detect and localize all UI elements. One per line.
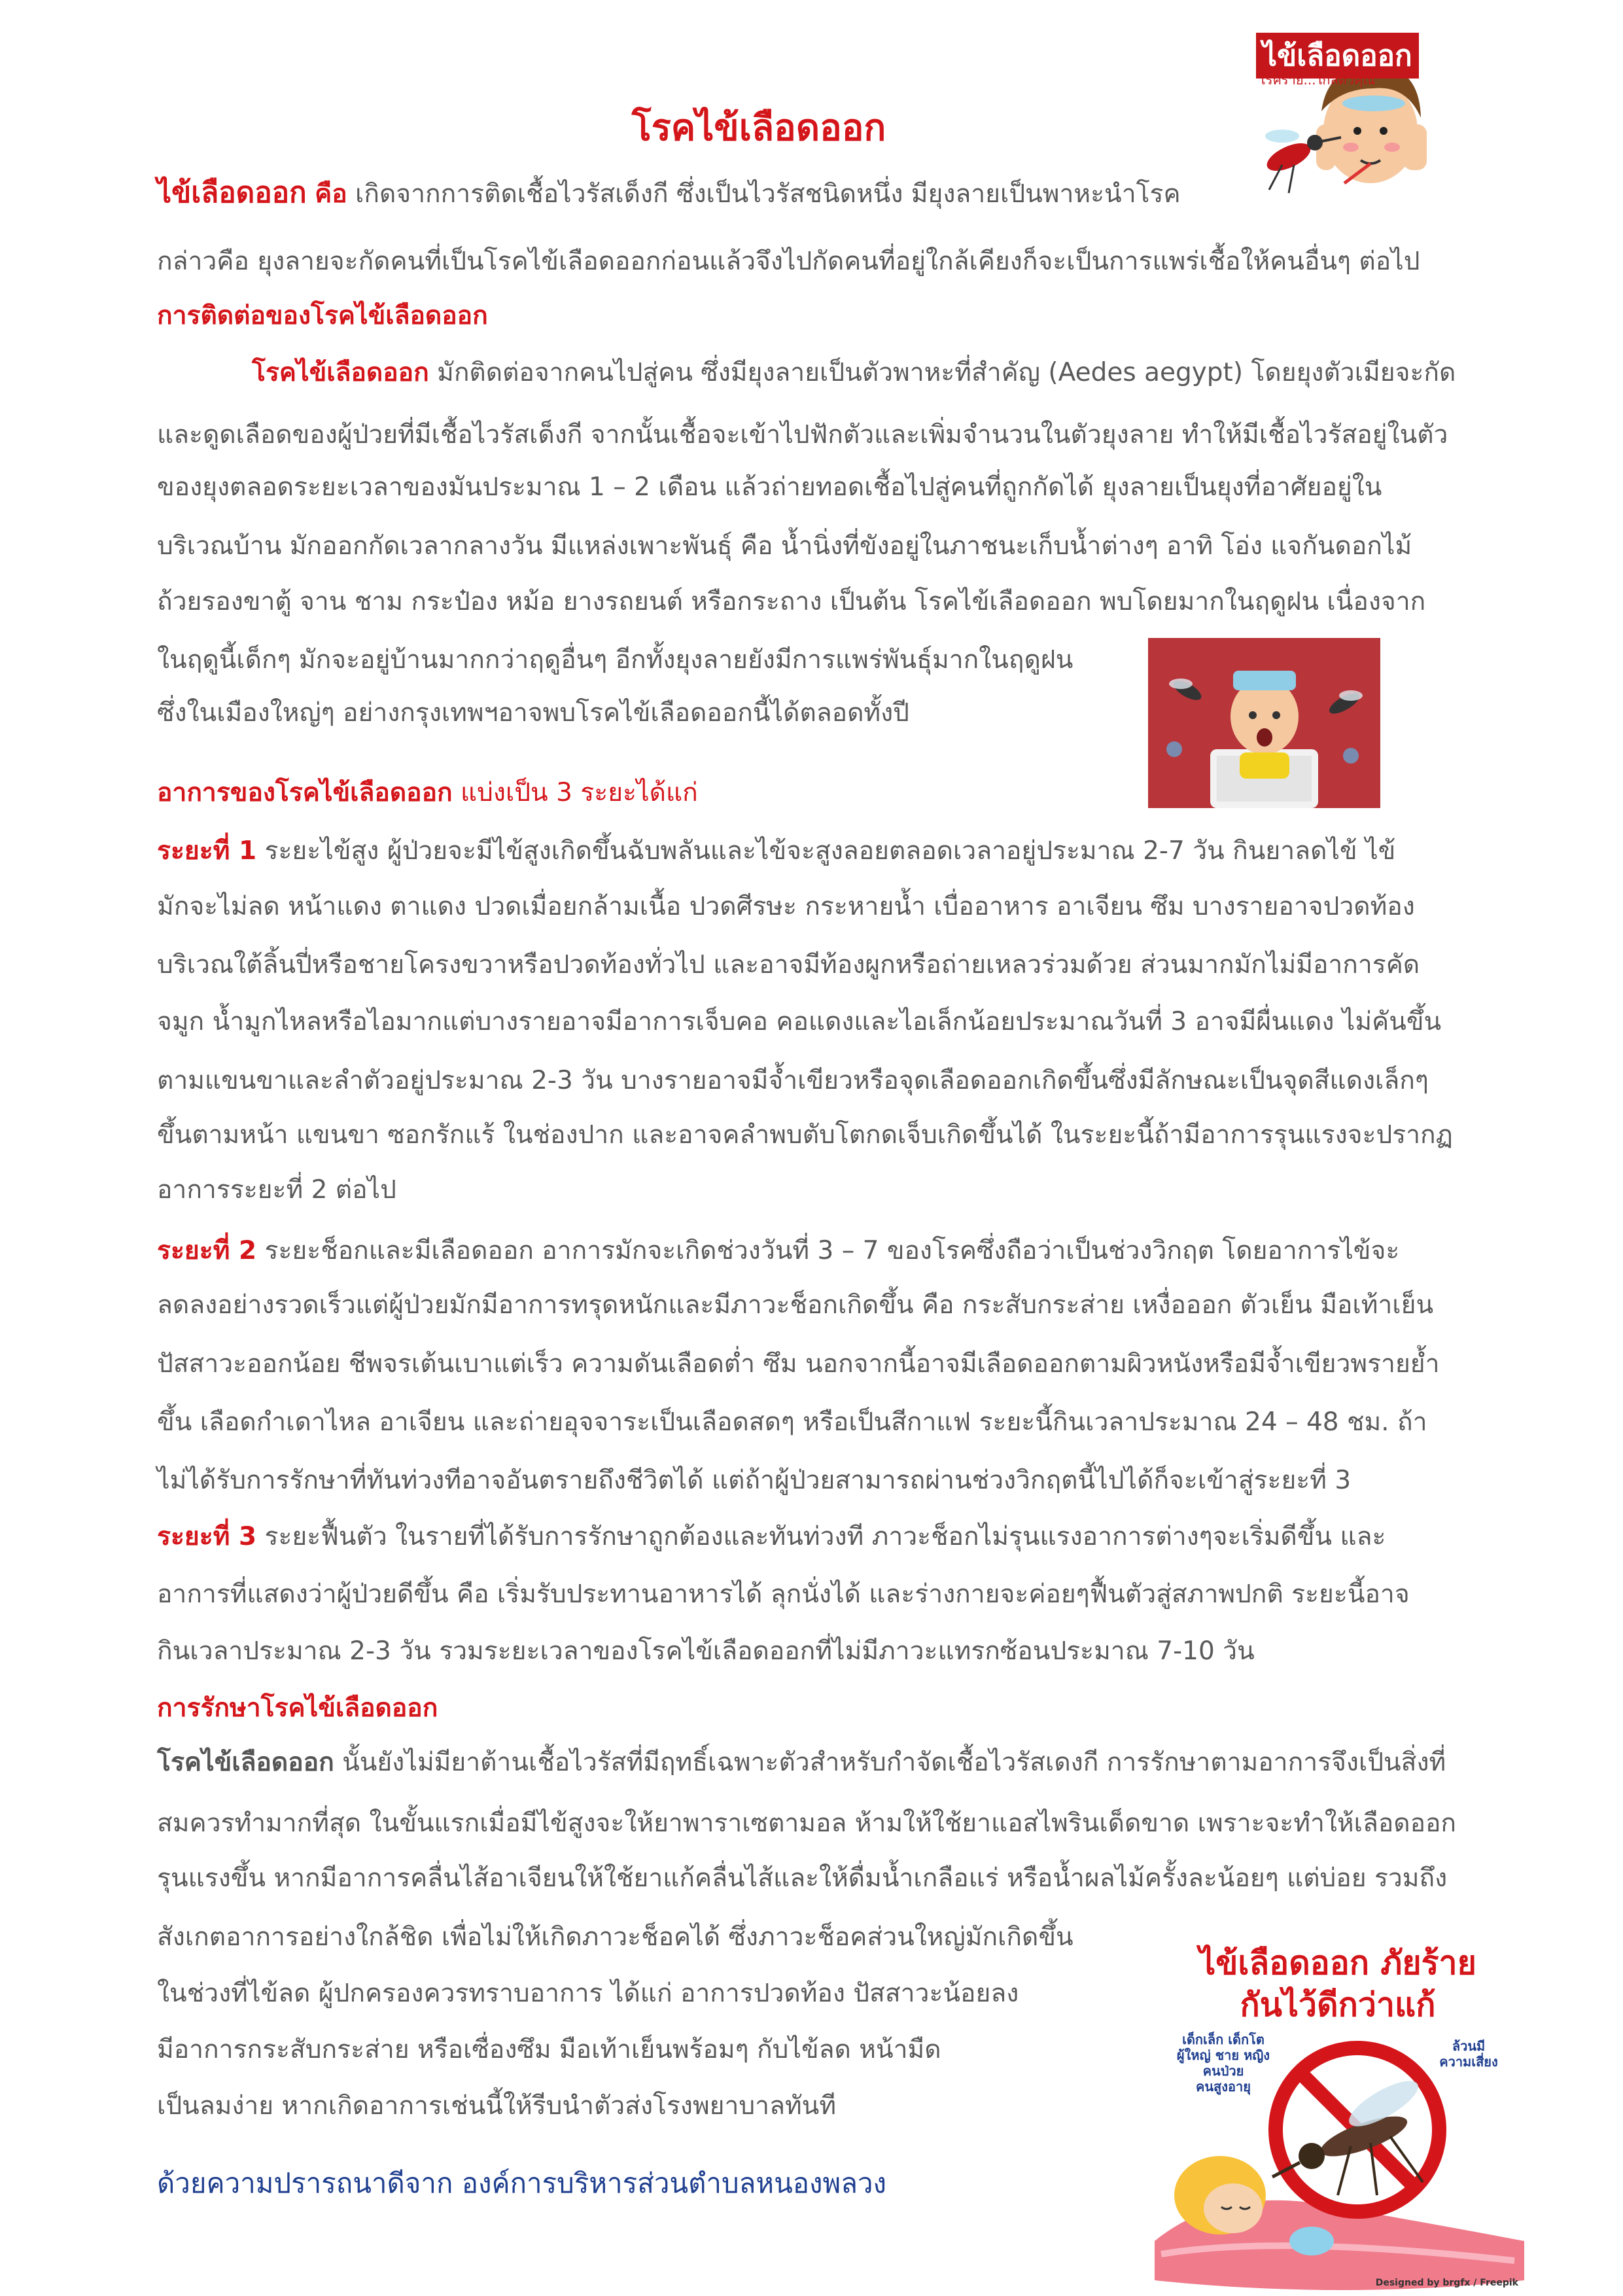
poster-right-line: ความเสี่ยง — [1439, 2054, 1498, 2070]
treatment-line: สมควรทำมากที่สุด ในขั้นแรกเมื่อมีไข้สูงจะให้ยาพาราเซตามอล ห้ามให้ใช้ยาแอสไพรินเด็ดขาด เพราะจะทำให้เลือดออก — [157, 1809, 1457, 1838]
transmission-heading: การติดต่อของโรคไข้เลือดออก — [157, 301, 488, 330]
stage1-text: ระยะไข้สูง ผู้ป่วยจะมีไข้สูงเกิดขึ้นฉับพลันและไข้จะสูงลอยตลอดเวลาอยู่ประมาณ 2-7 วัน กินยาลดไข้ ไข้ — [264, 836, 1396, 866]
poster-left-line: คนสูงอายุ — [1196, 2079, 1251, 2094]
treatment-line: เป็นลมง่าย หากเกิดอาการเช่นนี้ให้รีบนำตัวส่งโรงพยาบาลทันที — [157, 2091, 837, 2121]
closing-text: ด้วยความปรารถนาดีจาก องค์การบริหารส่วนตำบลหนองพลวง — [157, 2167, 887, 2199]
page-title: โรคไข้เลือดออก — [631, 107, 886, 149]
stage1-line: ตามแขนขาและลำตัวอยู่ประมาณ 2-3 วัน บางรายอาจมีจ้ำเขียวหรือจุดเลือดออกเกิดขึ้นซึ่งมีลักษณะเป็นจุดสีแดงเล็กๆ — [157, 1066, 1429, 1095]
stage2-first-line — [157, 1233, 1399, 1269]
transmission-line-1 — [252, 355, 1456, 391]
stage3-line: กินเวลาประมาณ 2-3 วัน รวมระยะเวลาของโรคไข้เลือดออกที่ไม่มีภาวะแทรกซ้อนประมาณ 7-10 วัน — [157, 1636, 1255, 1666]
dengue-poster — [1148, 1934, 1527, 2296]
transmission-text: มักติดต่อจากคนไปสู่คน ซึ่งมียุงลายเป็นตัวพาหะที่สำคัญ (Aedes aegypt) โดยยุงตัวเมียจะกัด — [437, 358, 1456, 387]
stage2-line: ไม่ได้รับการรักษาที่ทันท่วงทีอาจอันตรายถึงชีวิตได้ แต่ถ้าผู้ป่วยสามารถผ่านช่วงวิกฤตนี้ไปได้ก็จะเข้าสู่ระยะที่ 3 — [157, 1466, 1352, 1495]
stage2-line: ขึ้น เลือดกำเดาไหล อาเจียน และถ่ายอุจจาระเป็นเลือดสดๆ หรือเป็นสีกาแฟ ระยะนี้กินเวลาประมาณ 24 – 48 ชม. ถ้า — [157, 1407, 1427, 1437]
stage1-line: บริเวณใต้ลิ้นปี่หรือชายโครงขวาหรือปวดท้องทั่วไป และอาจมีท้องผูกหรือถ่ายเหลวร่วมด้วย ส่วนมากมักไม่มีอาการคัด — [157, 950, 1420, 980]
symptoms-heading-rest: แบ่งเป็น 3 ระยะได้แก่ — [461, 778, 698, 807]
treatment-line: สังเกตอาการอย่างใกล้ชิด เพื่อไม่ให้เกิดภาวะช็อคได้ ซึ่งภาวะช็อคส่วนใหญ่มักเกิดขึ้น — [157, 1922, 1073, 1952]
stage2-label: ระยะที่ 2 — [157, 1236, 257, 1265]
symptoms-heading-term: อาการของโรคไข้เลือดออก — [157, 778, 453, 807]
stage1-first-line — [157, 834, 1395, 869]
stage3-label: ระยะที่ 3 — [157, 1522, 257, 1551]
stage2-text: ระยะช็อกและมีเลือดออก อาการมักจะเกิดช่วงวันที่ 3 – 7 ของโรคซึ่งถือว่าเป็นช่วงวิกฤต โดยอาการไข้จะ — [264, 1236, 1400, 1265]
stage2-line: ลดลงอย่างรวดเร็วแต่ผู้ป่วยมักมีอาการทรุดหนักและมีภาวะช็อกเกิดขึ้น คือ กระสับกระส่าย เหงื่อออก ตัวเย็น มือเท้าเย็น — [157, 1290, 1434, 1320]
stage3-line: อาการที่แสดงว่าผู้ป่วยดีขึ้น คือ เริ่มรับประทานอาหารได้ ลุกนั่งได้ และร่างกายจะค่อยๆฟื้นตัวสู่สภาพปกติ ระยะนี้อาจ — [157, 1580, 1410, 1609]
treatment-line: มีอาการกระสับกระส่าย หรือเซื่องซึม มือเท้าเย็นพร้อมๆ กับไข้ลด หน้ามืด — [157, 2035, 941, 2064]
intro-term: ไข้เลือดออก — [157, 176, 307, 209]
intro-line-1 — [157, 175, 1181, 212]
poster-left-line: เด็กเล็ก เด็กโต — [1182, 2032, 1265, 2047]
transmission-line: บริเวณบ้าน มักออกกัดเวลากลางวัน มีแหล่งเพาะพันธุ์ คือ น้ำนิ่งที่ขังอยู่ในภาชนะเก็บน้ำต่างๆ อาทิ โอ่ง แจกันดอกไม้ — [157, 531, 1412, 561]
stage2-line: ปัสสาวะออกน้อย ชีพจรเต้นเบาแต่เร็ว ความดันเลือดต่ำ ซึม นอกจากนี้อาจมีเลือดออกตามผิวหนังหรือมีจ้ำเขียวพรายย้ำ — [157, 1349, 1440, 1379]
treatment-text: นั้นยังไม่มียาต้านเชื้อไวรัสที่มีฤทธิ์เฉพาะตัวสำหรับกำจัดเชื้อไวรัสเดงกี การรักษาตามอาการจึงเป็นสิ่งที่ — [342, 1748, 1446, 1777]
badge-title: ไข้เลือดออก — [1256, 33, 1419, 79]
sick-child-illustration — [1148, 638, 1380, 808]
symptoms-heading — [157, 775, 698, 811]
intro-line-2: กล่าวคือ ยุงลายจะกัดคนที่เป็นโรคไข้เลือดออกก่อนแล้วจึงไปกัดคนที่อยู่ใกล้เคียงก็จะเป็นการแพร่เชื้อให้คนอื่นๆ ต่อไป — [157, 247, 1420, 276]
stage1-line: จมูก น้ำมูกไหลหรือไอมากแต่บางรายอาจมีอาการเจ็บคอ คอแดงและไอเล็กน้อยประมาณวันที่ 3 อาจมีผื่นแดง ไม่คันขึ้น — [157, 1007, 1442, 1036]
stage1-line: มักจะไม่ลด หน้าแดง ตาแดง ปวดเมื่อยกล้ามเนื้อ ปวดศีรษะ กระหายน้ำ เบื่ออาหาร อาเจียน ซึม บางรายอาจปวดท้อง — [157, 892, 1415, 921]
transmission-line: ซึ่งในเมืองใหญ่ๆ อย่างกรุงเทพฯอาจพบโรคไข้เลือดออกนี้ได้ตลอดทั้งปี — [157, 698, 909, 728]
treatment-term: โรคไข้เลือดออก — [157, 1748, 334, 1777]
transmission-line: ในฤดูนี้เด็กๆ มักจะอยู่บ้านมากกว่าฤดูอื่นๆ อีกทั้งยุงลายยังมีการแพร่พันธุ์มากในฤดูฝน — [157, 645, 1073, 675]
transmission-term: โรคไข้เลือดออก — [252, 358, 429, 387]
poster-left-line: คนป่วย — [1202, 2063, 1244, 2079]
stage1-line: อาการระยะที่ 2 ต่อไป — [157, 1175, 396, 1205]
poster-title-2: กันไว้ดีกว่าแก้ — [1240, 1986, 1436, 2024]
badge-subtitle: โรคร้าย...ใกล้ตัวคุณ — [1259, 72, 1375, 88]
poster-left-line: ผู้ใหญ่ ชาย หญิง — [1176, 2047, 1270, 2063]
stage3-text: ระยะฟื้นตัว ในรายที่ได้รับการรักษาถูกต้องและทันท่วงที ภาวะช็อกไม่รุนแรงอาการต่างๆจะเริ่มดีขึ้น และ — [264, 1522, 1386, 1551]
stage1-label: ระยะที่ 1 — [157, 836, 257, 866]
transmission-line: และดูดเลือดของผู้ป่วยที่มีเชื้อไวรัสเด็งกี จากนั้นเชื้อจะเข้าไปฟักตัวและเพิ่มจำนวนในตัวยุงลาย ทำให้มีเชื้อไวรัสอยู่ในตัว — [157, 420, 1448, 450]
poster-credit: Designed by brgfx / Freepik — [1375, 2278, 1518, 2288]
intro-text: เกิดจากการติดเชื้อไวรัสเด็งกี ซึ่งเป็นไวรัสชนิดหนึ่ง มียุงลายเป็นพาหะนำโรค — [355, 179, 1181, 209]
transmission-line: ถ้วยรองขาตู้ จาน ชาม กระป๋อง หม้อ ยางรถยนต์ หรือกระถาง เป็นต้น โรคไข้เลือดออก พบโดยมากในฤดูฝน เนื่องจาก — [157, 587, 1426, 616]
stage1-line: ขึ้นตามหน้า แขนขา ซอกรักแร้ ในช่องปาก และอาจคลำพบตับโตกดเจ็บเกิดขึ้นได้ ในระยะนี้ถ้ามีอาการรุนแรงจะปรากฏ — [157, 1120, 1453, 1150]
poster-title-1: ไข้เลือดออก ภัยร้าย — [1199, 1944, 1476, 1982]
treatment-line: ในช่วงที่ไข้ลด ผู้ปกครองควรทราบอาการ ได้แก่ อาการปวดท้อง ปัสสาวะน้อยลง — [157, 1979, 1019, 2008]
poster-right-line: ล้วนมี — [1452, 2038, 1486, 2054]
intro-kue: คือ — [315, 179, 347, 209]
no-mosquito-icon — [1148, 1934, 1527, 2296]
treatment-first-line — [157, 1745, 1446, 1780]
stage3-first-line — [157, 1519, 1386, 1555]
treatment-line: รุนแรงขึ้น หากมีอาการคลื่นไส้อาเจียนให้ใช้ยาแก้คลื่นไส้และให้ดื่มน้ำเกลือแร่ หรือน้ำผลไม้ครั้งละน้อยๆ แต่บ่อย รวมถึง — [157, 1863, 1448, 1893]
treatment-heading: การรักษาโรคไข้เลือดออก — [157, 1693, 438, 1723]
transmission-line: ของยุงตลอดระยะเวลาของมันประมาณ 1 – 2 เดือน แล้วถ่ายทอดเชื้อไปสู่คนที่ถูกกัดได้ ยุงลายเป็นยุงที่อาศัยอยู่ใน — [157, 472, 1382, 502]
